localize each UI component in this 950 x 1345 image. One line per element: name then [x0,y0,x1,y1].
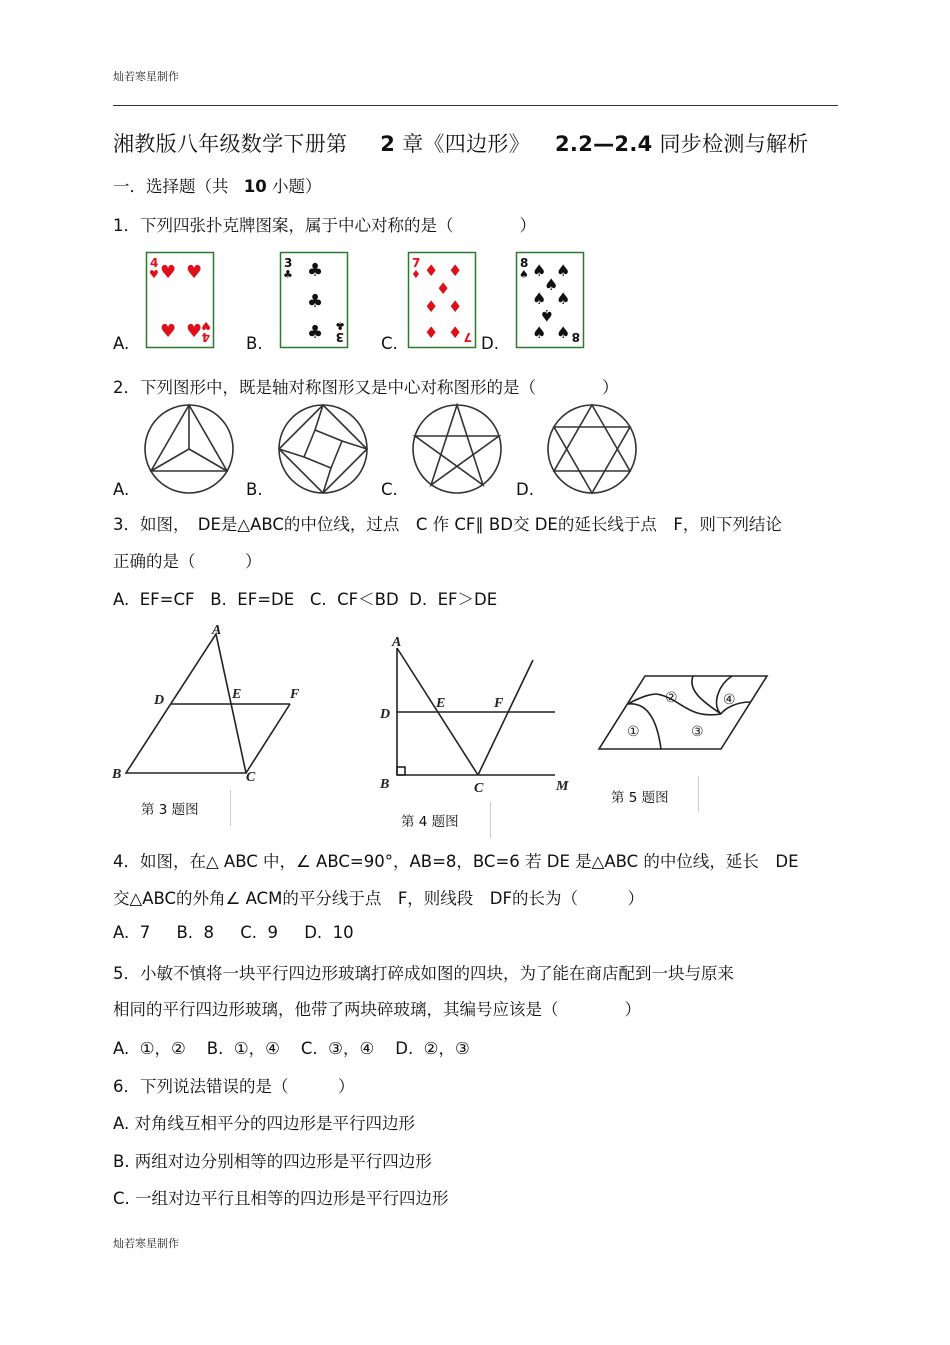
svg-text:♣: ♣ [283,268,293,281]
q5-options: A. ①，② B. ①，④ C. ③，④ D. ②，③ [113,1039,470,1058]
svg-text:♥: ♥ [160,321,177,342]
svg-text:♦: ♦ [448,323,463,342]
circle-hexagram-figure [547,404,637,494]
q4-stem-line2: 交△ABC的外角∠ ACM的平分线于点 F，则线段 DF的长为（ ） [113,889,645,908]
q4-stem-line1: 4．如图，在△ ABC 中，∠ ABC=90°，AB=8，BC=6 若 DE 是△ABC 的中位线，延长 DE [113,852,799,871]
q2-option-a: A. [113,480,130,499]
svg-text:♦: ♦ [424,261,439,280]
svg-text:♠: ♠ [532,289,547,308]
figure-4-right-triangle [378,632,578,797]
figure-5-broken-parallelogram [597,674,769,752]
svg-text:♥: ♥ [186,262,203,283]
q2-option-c: C. [381,480,398,499]
q6-option-a: A. 对角线互相平分的四边形是平行四边形 [113,1114,415,1133]
svg-text:♦: ♦ [436,279,451,298]
figure-3-divider [230,790,231,826]
fig3-label-a: A [212,623,222,638]
section-label: 一．选择题（共 [113,177,229,196]
page-title [113,128,809,158]
q6-option-c: C. 一组对边平行且相等的四边形是平行四边形 [113,1189,449,1208]
svg-text:♥: ♥ [149,268,159,281]
svg-text:♠: ♠ [544,275,559,294]
fig3-label-b: B [112,767,122,782]
figure-3-triangle-midline [110,620,310,790]
q3-stem-line2: 正确的是（ ） [113,552,262,571]
title-part2: 2 [380,132,396,156]
svg-text:♠: ♠ [556,289,571,308]
svg-text:8: 8 [520,256,529,270]
svg-text:♣: ♣ [307,322,324,343]
svg-text:7: 7 [463,330,472,344]
svg-text:♠: ♠ [532,261,547,280]
q2-option-b: B. [246,480,263,499]
q3-stem-line1: 3．如图， DE是△ABC的中位线，过点 C 作 CF∥ BD交 DE的延长线于点 F，则下列结论 [113,515,782,534]
svg-text:♦: ♦ [424,297,439,316]
playing-card-7-diamonds [408,252,476,348]
svg-text:3: 3 [335,330,344,344]
header-rule [113,105,838,106]
q2-stem: 2．下列图形中，既是轴对称图形又是中心对称图形的是（ ） [113,378,619,397]
fig4-label-d: D [380,707,391,722]
section-label-end: 小题） [271,177,322,196]
q1-option-d: D. [481,334,499,353]
fig3-label-d: D [154,693,165,708]
figure-4-caption: 第 4 题图 [401,814,459,830]
svg-text:♣: ♣ [335,319,345,332]
svg-text:3: 3 [284,256,293,270]
svg-text:8: 8 [571,330,580,344]
figure-3-caption: 第 3 题图 [141,802,199,818]
q1-stem: 1．下列四张扑克牌图案，属于中心对称的是（ ） [113,216,536,235]
playing-card-4-hearts [146,252,214,348]
section-count: 10 [243,177,267,196]
circle-pentagram-figure [412,404,502,494]
q6-option-b: B. 两组对边分别相等的四边形是平行四边形 [113,1152,432,1171]
fig3-label-c: C [246,770,256,785]
figure-5-divider [698,776,699,812]
svg-text:♦: ♦ [411,268,421,281]
fig4-label-c: C [474,781,484,796]
section-heading [113,173,321,197]
q1-option-a: A. [113,334,130,353]
svg-text:♠: ♠ [556,261,571,280]
fig5-piece-2: ② [665,690,678,706]
q5-stem-line1: 5．小敏不慎将一块平行四边形玻璃打碎成如图的四块，为了能在商店配到一块与原来 [113,964,734,983]
svg-text:♥: ♥ [201,319,211,332]
svg-text:♠: ♠ [539,306,554,325]
q6-stem: 6．下列说法错误的是（ ） [113,1077,355,1096]
playing-card-8-spades [516,252,584,348]
fig4-label-f: F [494,696,504,711]
svg-text:7: 7 [412,256,421,270]
title-part5: 同步检测与解析 [659,132,809,156]
figure-4-divider [490,802,491,838]
fig5-piece-4: ④ [723,692,736,708]
title-part4: 2.2—2.4 [555,132,653,156]
svg-text:♦: ♦ [448,261,463,280]
circle-triangle-figure [144,404,234,494]
title-part1: 湘教版八年级数学下册第 [113,132,348,156]
title-part3: 章《四边形》 [402,132,531,156]
q4-options: A. 7 B. 8 C. 9 D. 10 [113,923,354,942]
figure-5-caption: 第 5 题图 [611,790,669,806]
fig4-label-b: B [380,777,390,792]
svg-text:♥: ♥ [186,321,203,342]
header-note: 灿若寒星制作 [113,70,179,83]
svg-text:♠: ♠ [532,323,547,342]
playing-card-3-clubs [280,252,348,348]
q2-option-d: D. [516,480,534,499]
q5-stem-line2: 相同的平行四边形玻璃，他带了两块碎玻璃，其编号应该是（ ） [113,1000,641,1019]
svg-text:4: 4 [201,330,210,344]
svg-text:♦: ♦ [424,323,439,342]
fig4-label-m: M [556,779,569,794]
fig3-label-e: E [232,687,242,702]
svg-text:4: 4 [150,256,159,270]
footer-note: 灿若寒星制作 [113,1237,179,1250]
svg-text:♠: ♠ [556,323,571,342]
fig5-piece-3: ③ [691,724,704,740]
q1-option-c: C. [381,334,398,353]
fig4-label-a: A [392,635,402,650]
q1-option-b: B. [246,334,263,353]
svg-text:♣: ♣ [307,291,324,312]
fig4-label-e: E [436,696,446,711]
fig3-label-f: F [290,687,300,702]
svg-text:♠: ♠ [519,268,529,281]
svg-text:♥: ♥ [160,262,177,283]
svg-text:♣: ♣ [307,260,324,281]
svg-text:♦: ♦ [448,297,463,316]
circle-square-pinwheel-figure [278,404,368,494]
fig5-piece-1: ① [627,724,640,740]
q3-options: A. EF=CF B. EF=DE C. CF＜BD D. EF＞DE [113,590,498,609]
